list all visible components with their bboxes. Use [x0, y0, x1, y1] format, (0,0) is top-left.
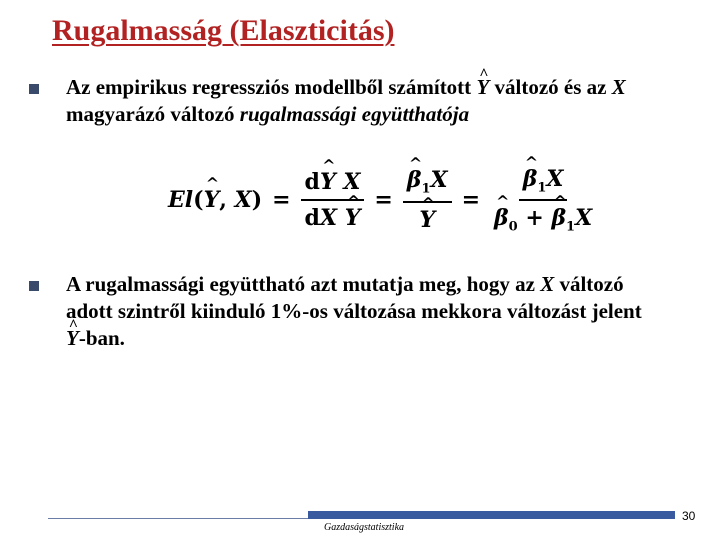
bullet2-text-3: -ban. [78, 326, 125, 350]
formula-lhs: El(^ Y, X) [168, 187, 262, 213]
y-hat-symbol: ^ Y [476, 74, 489, 101]
bullet1-italic-phrase: rugalmassági együtthatója [239, 102, 470, 126]
formula-fraction-1: $\frac{\text{d\textasciicircum{} Y X}}{dX \^{} Y}$ [301, 169, 365, 231]
x-symbol-2: X [540, 272, 555, 296]
footer-divider-line [48, 518, 308, 519]
bullet2-text-1: A rugalmassági együttható azt mutatja meg, hogy az [66, 272, 541, 296]
bullet-square-2 [29, 281, 39, 291]
bullet-paragraph-1 [66, 74, 696, 128]
x-symbol: X [611, 75, 626, 99]
slide-title: Rugalmasság (Elaszticitás) [52, 14, 395, 47]
page-number: 30 [682, 509, 696, 523]
footer-accent-bar [308, 511, 675, 519]
bullet-paragraph-2 [66, 271, 656, 352]
y-hat-symbol-2: ^ Y [66, 325, 79, 352]
formula-fraction-2: ^ $\beta_1X$ ^ Y [403, 167, 452, 232]
bullet-square-1 [29, 84, 39, 94]
bullet2-text-2: változó adott szintről kiinduló 1%-os változása mekkora változást jelent [66, 272, 642, 323]
formula-fraction-3: ^ $\beta_1X$ ^ $\beta_0$ + ^ $\beta_1X$ [490, 166, 596, 235]
footer-course-name: Gazdaságstatisztika [324, 522, 405, 533]
bullet1-text-3: magyarázó változó [66, 102, 240, 126]
bullet1-text-2: változó és az [489, 75, 612, 99]
elasticity-formula: El(^ Y, X) = $\frac{\text{d\textasciicircum{} Y X}}{dX \^{} Y}$ = ^ $\beta_1X$ ^ Y = ^ $\beta_1X$ ^ $\beta_0$ + ^ $\beta_1X$ [168, 168, 596, 232]
bullet1-text-1: Az empirikus regressziós modellből számított [66, 75, 477, 99]
